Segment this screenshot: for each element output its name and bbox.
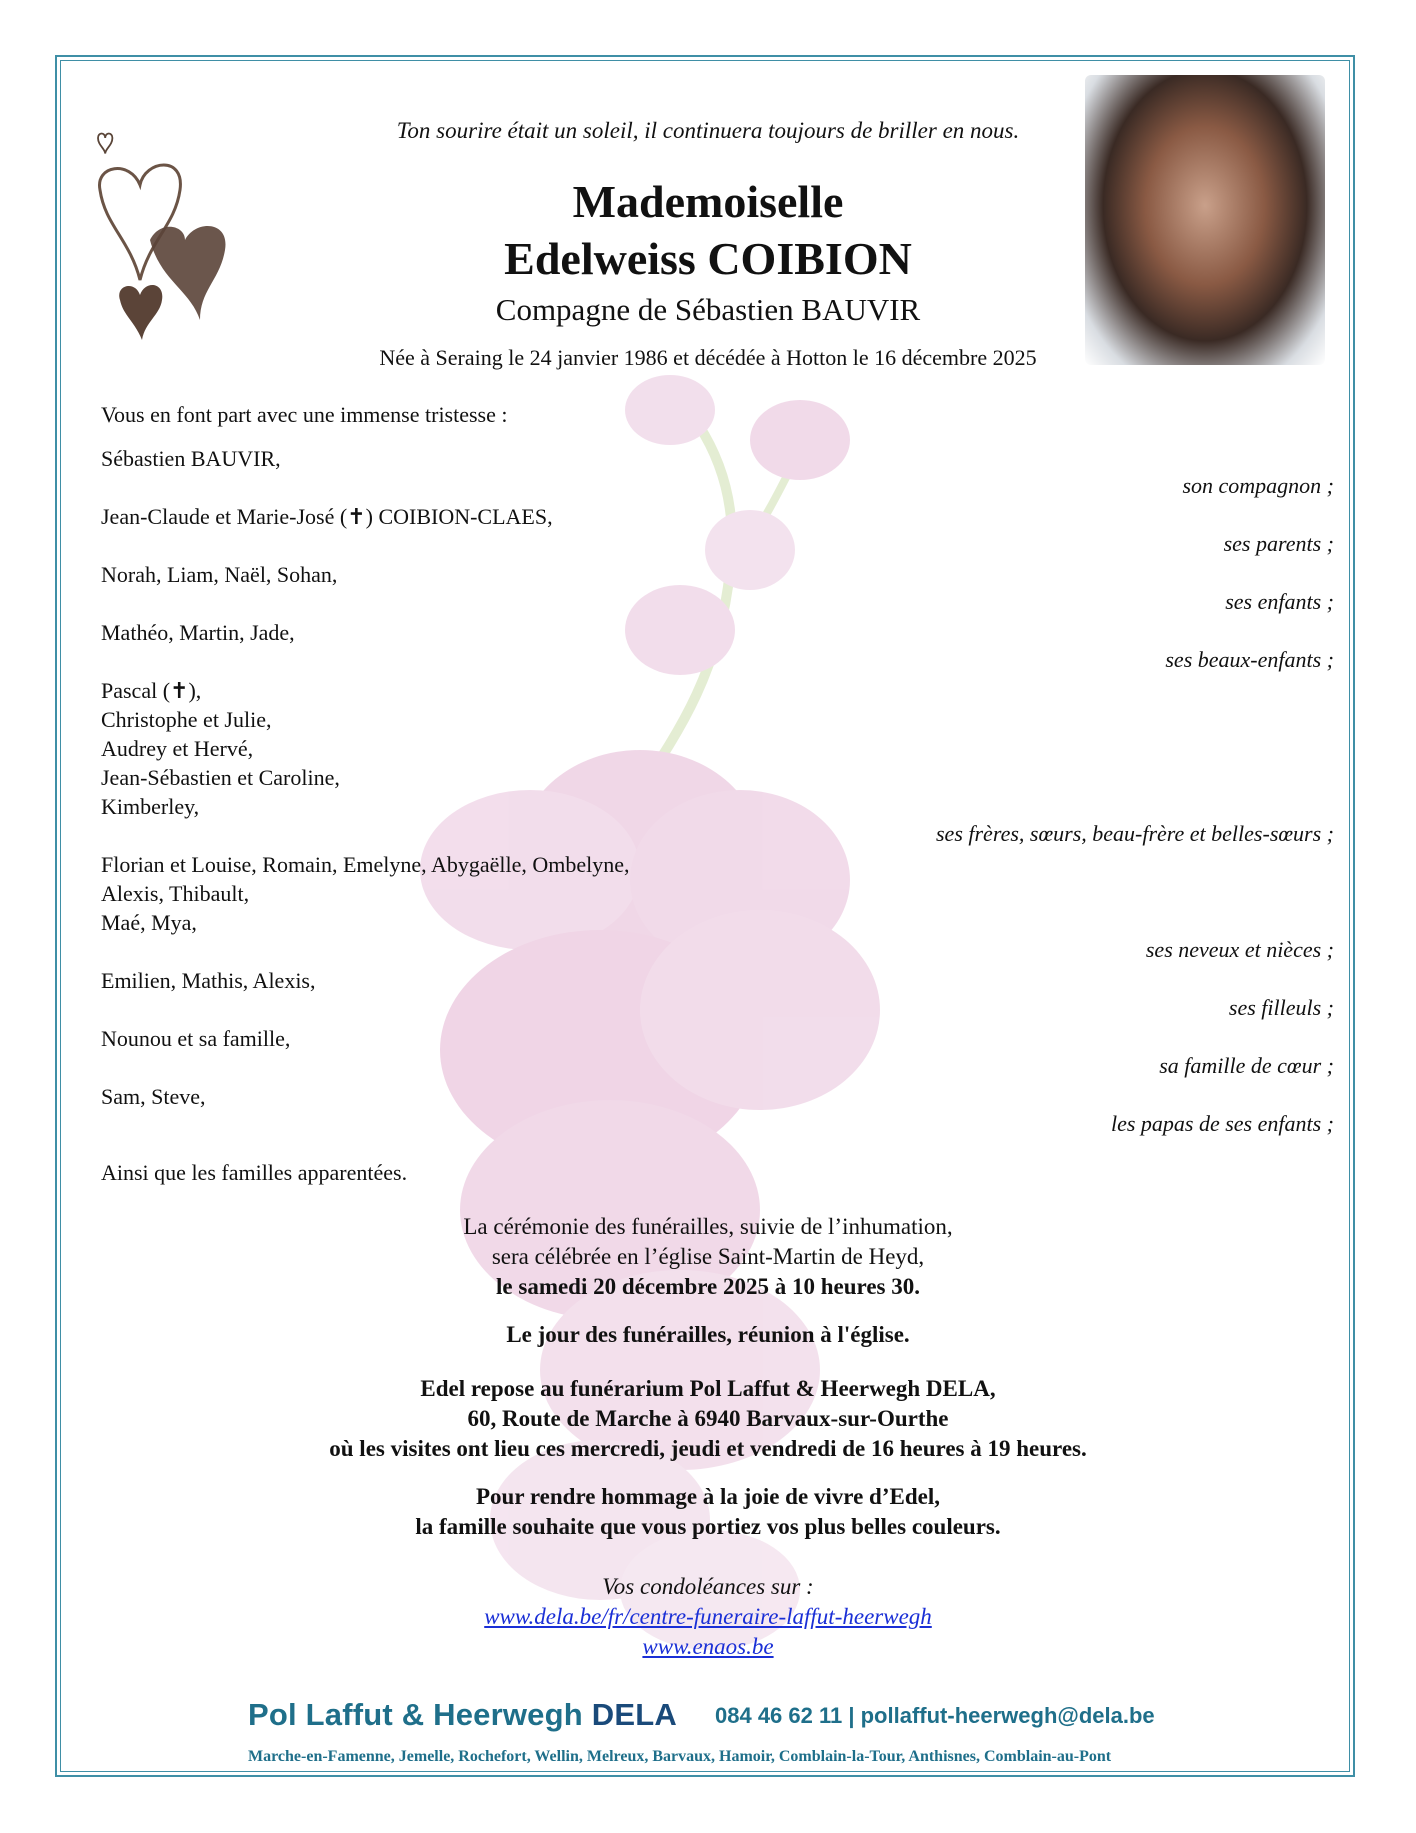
family-names: Sébastien BAUVIR, (101, 446, 281, 471)
funeral-home-contact: 084 46 62 11 | pollaffut-heerwegh@dela.be (715, 1703, 1155, 1728)
ceremony-details: La cérémonie des funérailles, suivie de l’inhumation, sera célébrée en l’église Saint-Martin de Heyd, le samedi 20 décembre 2025 à 10 heures 30. (463, 1214, 953, 1299)
family-names: Nounou et sa famille, (101, 1026, 291, 1051)
condolences-label: Vos condoléances sur : (602, 1574, 814, 1599)
funeral-home-locations: Marche-en-Famenne, Jemelle, Rochefort, Wellin, Melreux, Barvaux, Hamoir, Comblain-la-Tour, Anthisnes, Comblain-au-Pont (248, 1748, 1112, 1765)
family-role: ses beaux-enfants ; (1165, 647, 1334, 672)
related-families-line: Ainsi que les familles apparentées. (101, 1160, 408, 1185)
title-honorific: Mademoiselle (572, 176, 844, 227)
family-role: ses parents ; (1223, 531, 1334, 556)
family-names: Emilien, Mathis, Alexis, (101, 968, 316, 993)
family-role: ses filleuls ; (1228, 995, 1334, 1020)
family-names: Florian et Louise, Romain, Emelyne, Abygaëlle, Ombelyne, Alexis, Thibault, Maé, Mya, (101, 852, 630, 935)
orchid-illustration (380, 370, 940, 1670)
funerarium-details: Edel repose au funérarium Pol Laffut & Heerwegh DELA, 60, Route de Marche à 6940 Barvaux-sur-Ourthe où les visites ont lieu ces mercredi, jeudi et vendredi de 16 heures à 19 heures. (329, 1376, 1087, 1461)
family-role: ses enfants ; (1225, 589, 1334, 614)
family-role: sa famille de cœur ; (1159, 1053, 1334, 1078)
birth-death-line: Née à Seraing le 24 janvier 1986 et décédée à Hotton le 16 décembre 2025 (379, 345, 1037, 370)
family-names: Pascal (✝), Christophe et Julie, Audrey et Hervé, Jean-Sébastien et Caroline, Kimberley, (101, 678, 340, 819)
family-role: ses frères, sœurs, beau-frère et belles-sœurs ; (936, 821, 1334, 846)
condolences-link-enaos[interactable]: www.enaos.be (642, 1634, 774, 1659)
funeral-home-logo: Pol Laffut & Heerwegh DELA (248, 1697, 677, 1732)
family-names: Jean-Claude et Marie-José (✝) COIBION-CLAES, (101, 504, 553, 529)
deceased-name: Edelweiss COIBION (504, 233, 912, 284)
family-role: ses neveux et nièces ; (1145, 937, 1334, 962)
condolences-link-dela[interactable]: www.dela.be/fr/centre-funeraire-laffut-heerwegh (484, 1604, 932, 1629)
family-names: Norah, Liam, Naël, Sohan, (101, 562, 338, 587)
epitaph-quote: Ton sourire était un soleil, il continuera toujours de briller en nous. (396, 118, 1020, 143)
family-intro: Vous en font part avec une immense tristesse : (101, 402, 508, 427)
family-role: son compagnon ; (1182, 473, 1334, 498)
family-role: les papas de ses enfants ; (1110, 1111, 1334, 1136)
family-names: Sam, Steve, (101, 1084, 206, 1109)
family-names: Mathéo, Martin, Jade, (101, 620, 295, 645)
tribute-request: Pour rendre hommage à la joie de vivre d’Edel, la famille souhaite que vous portiez vos plus belles couleurs. (415, 1484, 1001, 1539)
partner-line: Compagne de Sébastien BAUVIR (495, 292, 921, 327)
condolences-block (0, 1572, 1416, 1662)
reunion-note: Le jour des funérailles, réunion à l'église. (506, 1322, 910, 1347)
